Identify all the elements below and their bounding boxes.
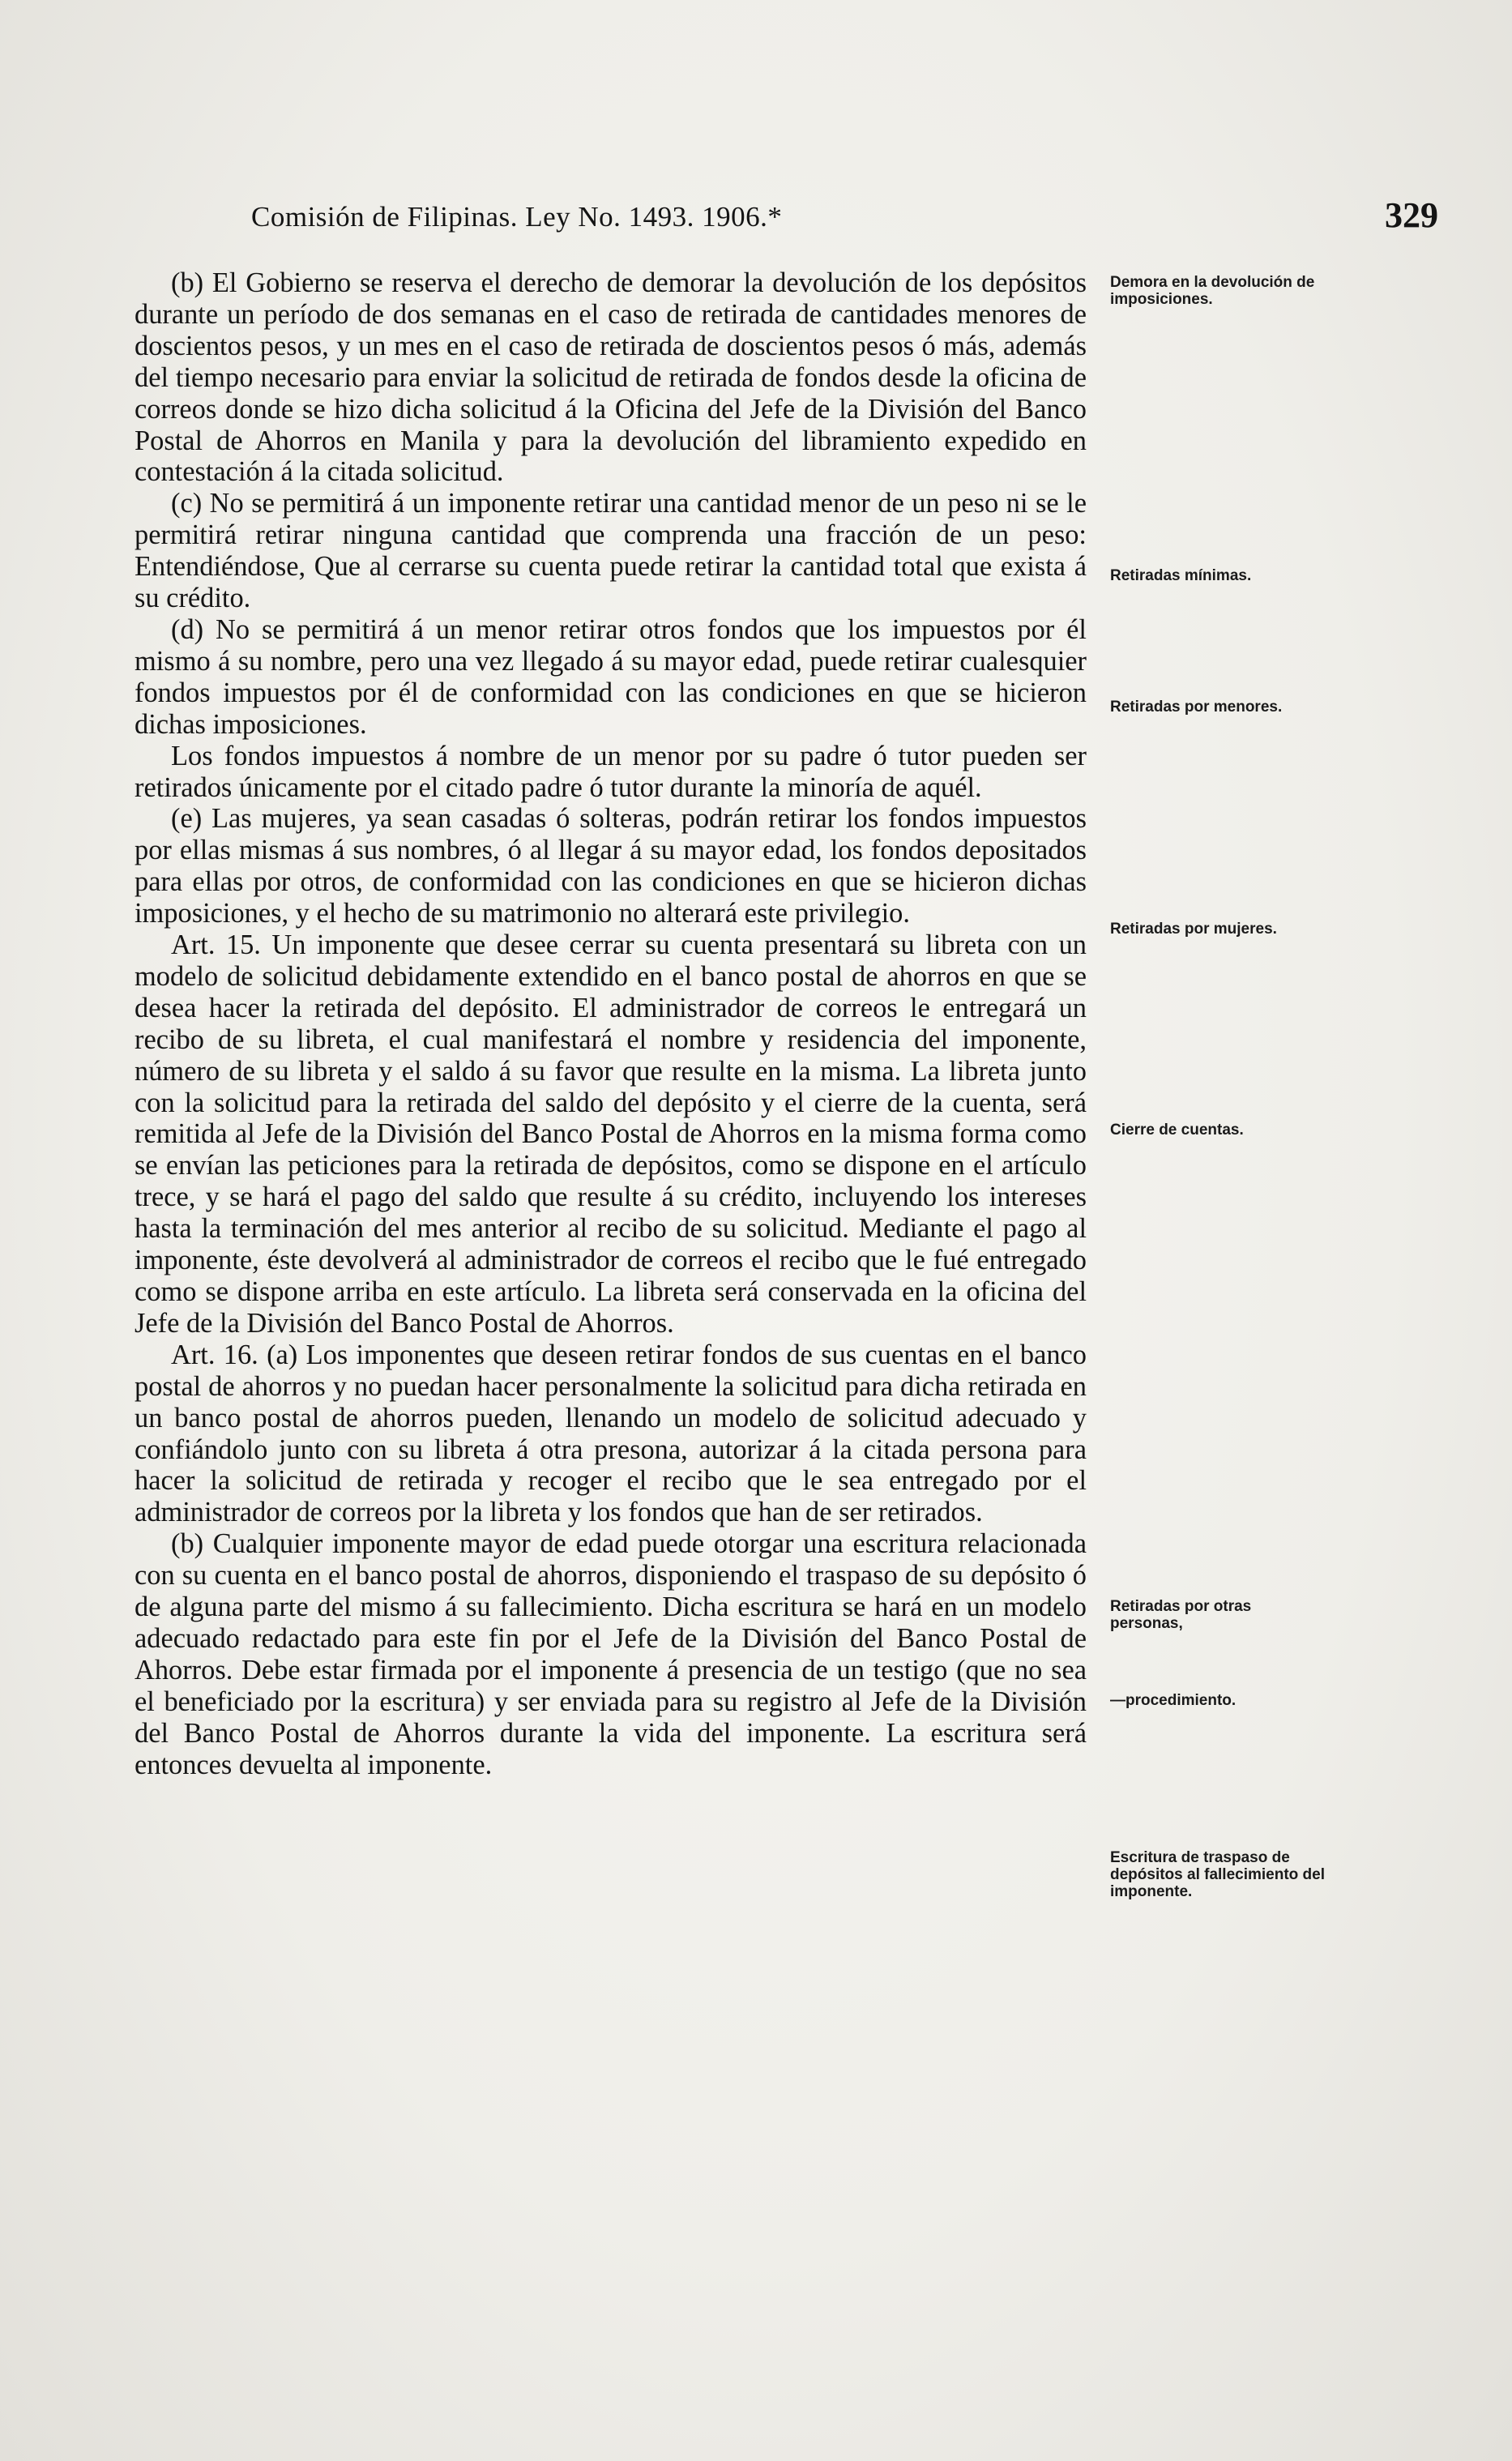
paragraph-art-16-a: Art. 16. (a) Los imponentes que deseen retirar fondos de sus cuentas en el banco postal de ahorros y no puedan hacer personalmente la solicitud para dicha retirada en un banco postal de ahorros pueden, llenando un modelo de solicitud adecuado y confiándolo junto con su libreta á otra presona, autorizar á la citada persona para hacer la solicitud de retirada y recoger el recibo que le sea entregado por el administrador de correos por la libreta y los fondos que han de ser retirados. — [135, 1339, 1087, 1528]
paragraph-b-demora: (b) El Gobierno se reserva el derecho de demorar la devolución de los depósitos durante un período de dos semanas en el caso de retirada de cantidades menores de doscientos pesos, y un mes en el caso de retirada de doscientos pesos ó más, además del tiempo necesario para enviar la solicitud de retirada de fondos desde la oficina de correos donde se hizo dicha solicitud á la Oficina del Jefe de la División del Banco Postal de Ahorros en Manila y para la devolución del libramiento expedido en contestación á la citada solicitud. — [135, 267, 1087, 488]
paragraph-art-15: Art. 15. Un imponente que desee cerrar su cuenta presentará su libreta con un modelo de solicitud debidamente extendido en el banco postal de ahorros en que se desea hacer la retirada del depósito. El administrador de correos le entregará un recibo de su libreta, el cual manifestará el nombre y residencia del imponente, número de su libreta y el saldo á su favor que resulte en la misma. La libreta junto con la solicitud para la retirada del saldo del depósito y el cierre de la cuenta, será remitida al Jefe de la División del Banco Postal de Ahorros en la misma forma como se envían las peticiones para la retirada de depósitos, como se dispone en el artículo trece, y se hará el pago del saldo que resulte á su crédito, incluyendo los intereses hasta la terminación del mes anterior al recibo de su solicitud. Mediante el pago al imponente, éste devolverá al administrador de correos el recibo que le fué entregado como se dispone arriba en este artículo. La libreta será conservada en la oficina del Jefe de la División del Banco Postal de Ahorros. — [135, 929, 1087, 1339]
paragraph-c-retiradas-minimas: (c) No se permitirá á un imponente retirar una cantidad menor de un peso ni se le permitirá retirar ninguna cantidad que comprenda una fracción de un peso: Entendiéndose, Que al cerrarse su cuenta puede retirar la cantidad total que exista á su crédito. — [135, 488, 1087, 614]
paragraph-e-mujeres: (e) Las mujeres, ya sean casadas ó solteras, podrán retirar los fondos impuestos por ellas mismas á sus nombres, ó al llegar á su mayor edad, los fondos depositados para ellas por otros, de conformidad con las condiciones en que se hicieron dichas imposiciones, y el hecho de su matrimonio no alterará este privilegio. — [135, 803, 1087, 929]
margin-note-retiradas-otras-personas: Retiradas por otras personas, — [1110, 1598, 1252, 1632]
page-header — [243, 194, 1438, 243]
margin-note-cierre-cuentas: Cierre de cuentas. — [1110, 1122, 1244, 1139]
page-number: 329 — [1385, 195, 1438, 235]
margin-note-retiradas-mujeres: Retiradas por mujeres. — [1110, 921, 1277, 938]
running-head: Comisión de Filipinas. Ley No. 1493. 1906.* — [251, 201, 783, 233]
margin-note-retiradas-minimas: Retiradas mínimas. — [1110, 567, 1252, 584]
paragraph-d-menores: (d) No se permitirá á un menor retirar otros fondos que los impuestos por él mismo á su nombre, pero una vez llegado á su mayor edad, puede retirar cualesquier fondos impuestos por él de conformidad con las condiciones en que se hicieron dichas imposiciones. — [135, 613, 1087, 740]
margin-note-retiradas-menores: Retiradas por menores. — [1110, 699, 1283, 716]
margin-note-procedimiento: —procedimiento. — [1110, 1692, 1237, 1709]
paragraph-fondos-menor: Los fondos impuestos á nombre de un menor por su padre ó tutor pueden ser retirados únicamente por el citado padre ó tutor durante la minoría de aquél. — [135, 740, 1087, 803]
margin-note-escritura-traspaso: Escritura de traspaso de depósitos al fallecimiento del imponente. — [1110, 1849, 1326, 1900]
body-text — [135, 267, 1087, 1781]
margin-note-demora: Demora en la devolución de imposiciones. — [1110, 274, 1315, 308]
paragraph-art-16-b: (b) Cualquier imponente mayor de edad puede otorgar una escritura relacionada con su cuenta en el banco postal de ahorros, disponiendo el traspaso de su depósito ó de alguna parte del mismo á su fallecimiento. Dicha escritura se hará en un modelo adecuado redactado para este fin por el Jefe de la División del Banco Postal de Ahorros. Debe estar firmada por el imponente á presencia de un testigo (que no sea el beneficiado por la escritura) y ser enviada para su registro al Jefe de la División del Banco Postal de Ahorros durante la vida del imponente. La escritura será entonces devuelta al imponente. — [135, 1528, 1087, 1780]
